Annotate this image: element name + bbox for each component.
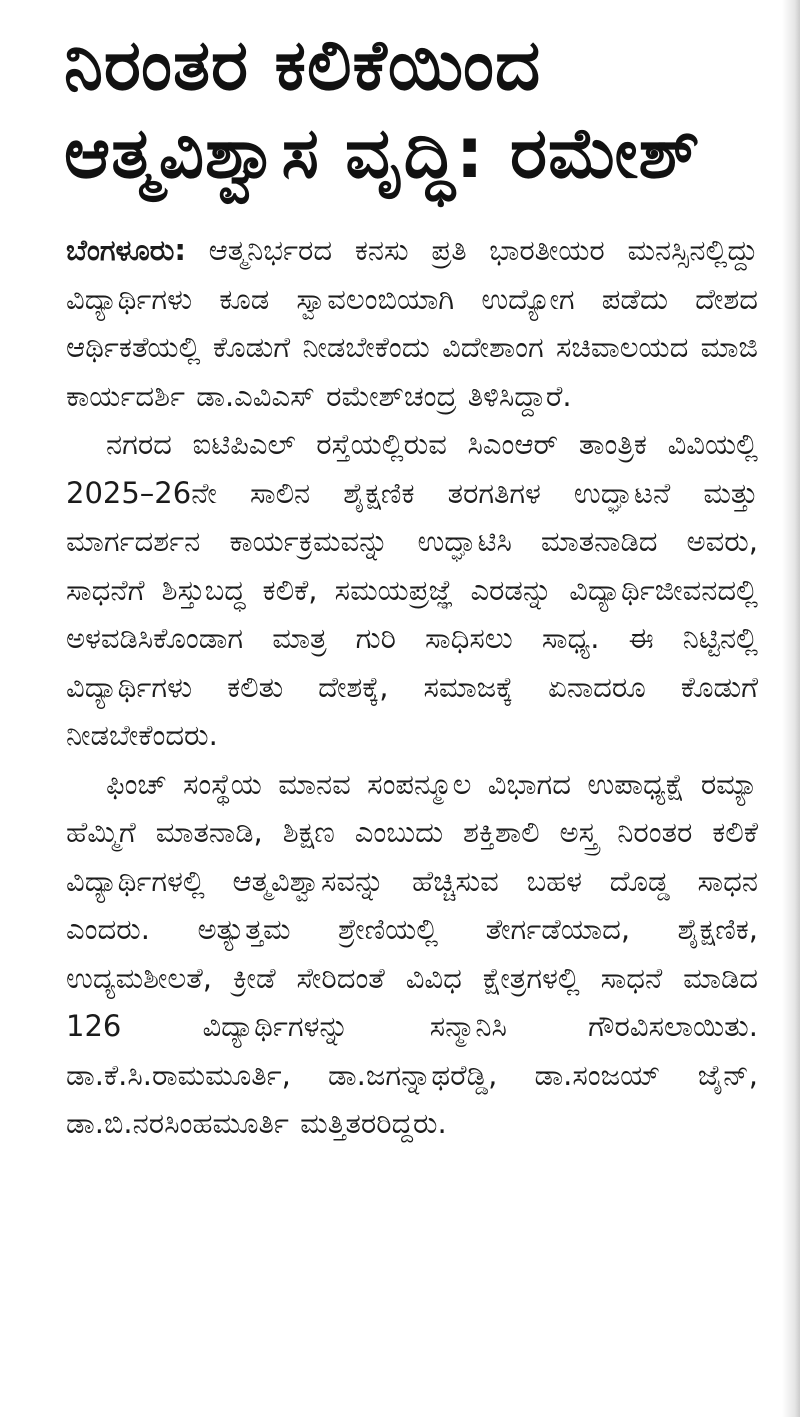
headline-line-1: ನಿರಂತರ ಕಲಿಕೆಯಿಂದ: [64, 24, 542, 106]
dateline: ಬೆಂಗಳೂರು:: [66, 233, 186, 267]
paragraph-3: ಫಿಂಚ್ ಸಂಸ್ಥೆಯ ಮಾನವ ಸಂಪನ್ಮೂಲ ವಿಭಾಗದ ಉಪಾಧ್ಯಕ್ಷೆ ರಮ್ಯಾ ಹೆಮ್ಮಿಗೆ ಮಾತನಾಡಿ, ಶಿಕ್ಷಣ ಎಂಬುದು ಶಕ್ತಿಶಾಲಿ ಅಸ್ತ್ರ ನಿರಂತರ ಕಲಿಕೆ ವಿದ್ಯಾರ್ಥಿಗಳಲ್ಲಿ ಆತ್ಮವಿಶ್ವಾಸವನ್ನು ಹೆಚ್ಚಿಸುವ ಬಹಳ ದೊಡ್ಡ ಸಾಧನ ಎಂದರು. ಅತ್ಯುತ್ತಮ ಶ್ರೇಣಿಯಲ್ಲಿ ತೇರ್ಗಡೆಯಾದ, ಶೈಕ್ಷಣಿಕ, ಉದ್ಯಮಶೀಲತೆ, ಕ್ರೀಡೆ ಸೇರಿದಂತೆ ವಿವಿಧ ಕ್ಷೇತ್ರಗಳಲ್ಲಿ ಸಾಧನೆ ಮಾಡಿದ 126 ವಿದ್ಯಾರ್ಥಿಗಳನ್ನು ಸನ್ಮಾನಿಸಿ ಗೌರವಿಸಲಾಯಿತು. ಡಾ.ಕೆ.ಸಿ.ರಾಮಮೂರ್ತಿ, ಡಾ.ಜಗನ್ನಾಥರೆಡ್ಡಿ, ಡಾ.ಸಂಜಯ್ ಜೈನ್, ಡಾ.ಬಿ.ನರಸಿಂಹಮೂರ್ತಿ ಮತ್ತಿತರರಿದ್ದರು.: [66, 766, 758, 1140]
page-edge-shadow: [782, 0, 800, 1417]
paragraph-2: ನಗರದ ಐಟಿಪಿಎಲ್ ರಸ್ತೆಯಲ್ಲಿರುವ ಸಿಎಂಆರ್ ತಾಂತ್ರಿಕ ವಿವಿಯಲ್ಲಿ 2025–26ನೇ ಸಾಲಿನ ಶೈಕ್ಷಣಿಕ ತರಗತಿಗಳ ಉದ್ಘಾಟನೆ ಮತ್ತು ಮಾರ್ಗದರ್ಶನ ಕಾರ್ಯಕ್ರಮವನ್ನು ಉದ್ಘಾಟಿಸಿ ಮಾತನಾಡಿದ ಅವರು, ಸಾಧನೆಗೆ ಶಿಸ್ತುಬದ್ಧ ಕಲಿಕೆ, ಸಮಯಪ್ರಜ್ಞೆ ಎರಡನ್ನು ವಿದ್ಯಾರ್ಥಿಜೀವನದಲ್ಲಿ ಅಳವಡಿಸಿಕೊಂಡಾಗ ಮಾತ್ರ ಗುರಿ ಸಾಧಿಸಲು ಸಾಧ್ಯ. ಈ ನಿಟ್ಟಿನಲ್ಲಿ ವಿದ್ಯಾರ್ಥಿಗಳು ಕಲಿತು ದೇಶಕ್ಕೆ, ಸಮಾಜಕ್ಕೆ ಏನಾದರೂ ಕೊಡುಗೆ ನೀಡಬೇಕೆಂದರು.: [66, 427, 758, 752]
headline-line-2: ಆತ್ಮವಿಶ್ವಾಸ ವೃದ್ಧಿ: ರಮೇಶ್: [64, 112, 701, 194]
article-body: [66, 226, 758, 1148]
paragraph-1-text: ಆತ್ಮನಿರ್ಭರದ ಕನಸು ಪ್ರತಿ ಭಾರತೀಯರ ಮನಸ್ಸಿನಲ್ಲಿದ್ದು ವಿದ್ಯಾರ್ಥಿಗಳು ಕೂಡ ಸ್ವಾವಲಂಬಿಯಾಗಿ ಉದ್ಯೋಗ ಪಡೆದು ದೇಶದ ಆರ್ಥಿಕತೆಯಲ್ಲಿ ಕೊಡುಗೆ ನೀಡಬೇಕೆಂದು ವಿದೇಶಾಂಗ ಸಚಿವಾಲಯದ ಮಾಜಿ ಕಾರ್ಯದರ್ಶಿ ಡಾ.ಎವಿಎಸ್ ರಮೇಶ್‌ಚಂದ್ರ ತಿಳಿಸಿದ್ದಾರೆ.: [66, 233, 759, 413]
paragraph-1: [66, 226, 758, 420]
